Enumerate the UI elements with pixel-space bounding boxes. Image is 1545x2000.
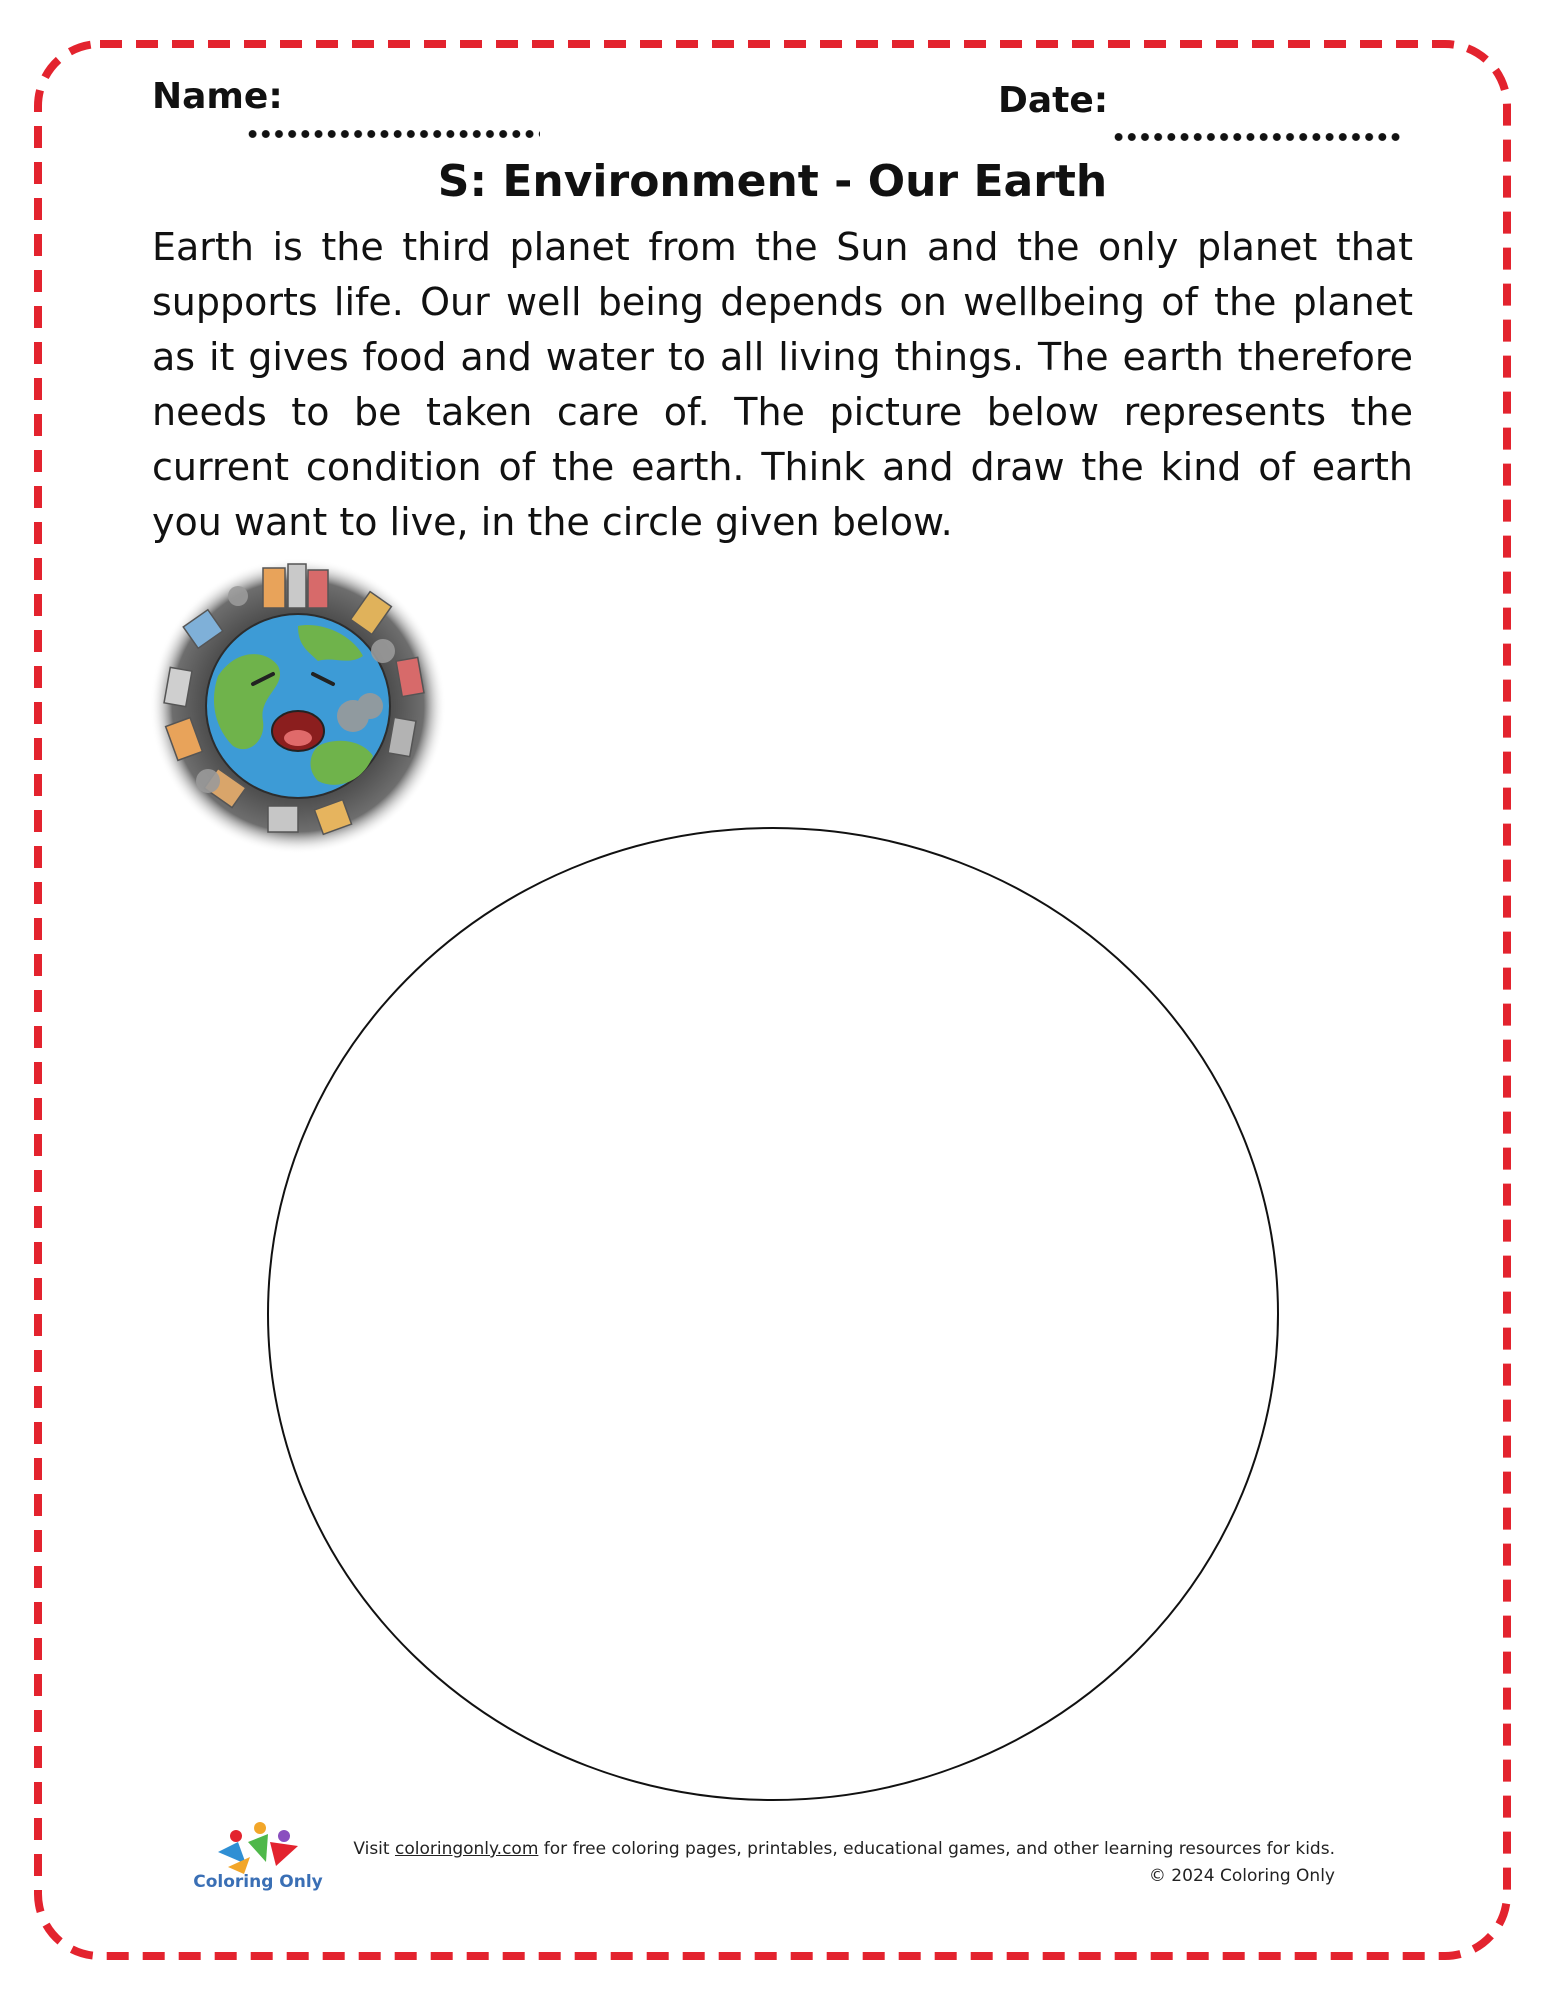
date-label: Date: bbox=[998, 80, 1109, 121]
footer-visit-prefix: Visit bbox=[353, 1839, 390, 1859]
website-link[interactable]: coloringonly.com bbox=[394, 1839, 539, 1859]
brand-name: Coloring Only bbox=[193, 1872, 323, 1892]
footer-text bbox=[353, 1836, 1335, 1890]
footer-visit-suffix: for free coloring pages, printables, educational games, and other learning resources for kids. bbox=[543, 1839, 1335, 1859]
date-field[interactable] bbox=[1112, 132, 1404, 142]
drawing-area-circle[interactable] bbox=[266, 826, 1280, 1802]
name-field[interactable] bbox=[246, 129, 540, 139]
copyright: © 2024 Coloring Only bbox=[1148, 1866, 1335, 1886]
worksheet-title: S: Environment - Our Earth bbox=[437, 156, 1108, 207]
instructions-paragraph: Earth is the third planet from the Sun and the only planet that supports life. Our well being depends on wellbeing of the planet as it gives food and water to all living things. The earth therefore needs to be taken care of. The picture below represents the current condition of the earth. Think and draw the kind of earth you want to live, in the circle given below. bbox=[152, 225, 1413, 544]
name-label: Name: bbox=[152, 76, 283, 117]
polluted-earth-illustration bbox=[148, 556, 448, 856]
footer-visit-line bbox=[353, 1836, 1335, 1863]
